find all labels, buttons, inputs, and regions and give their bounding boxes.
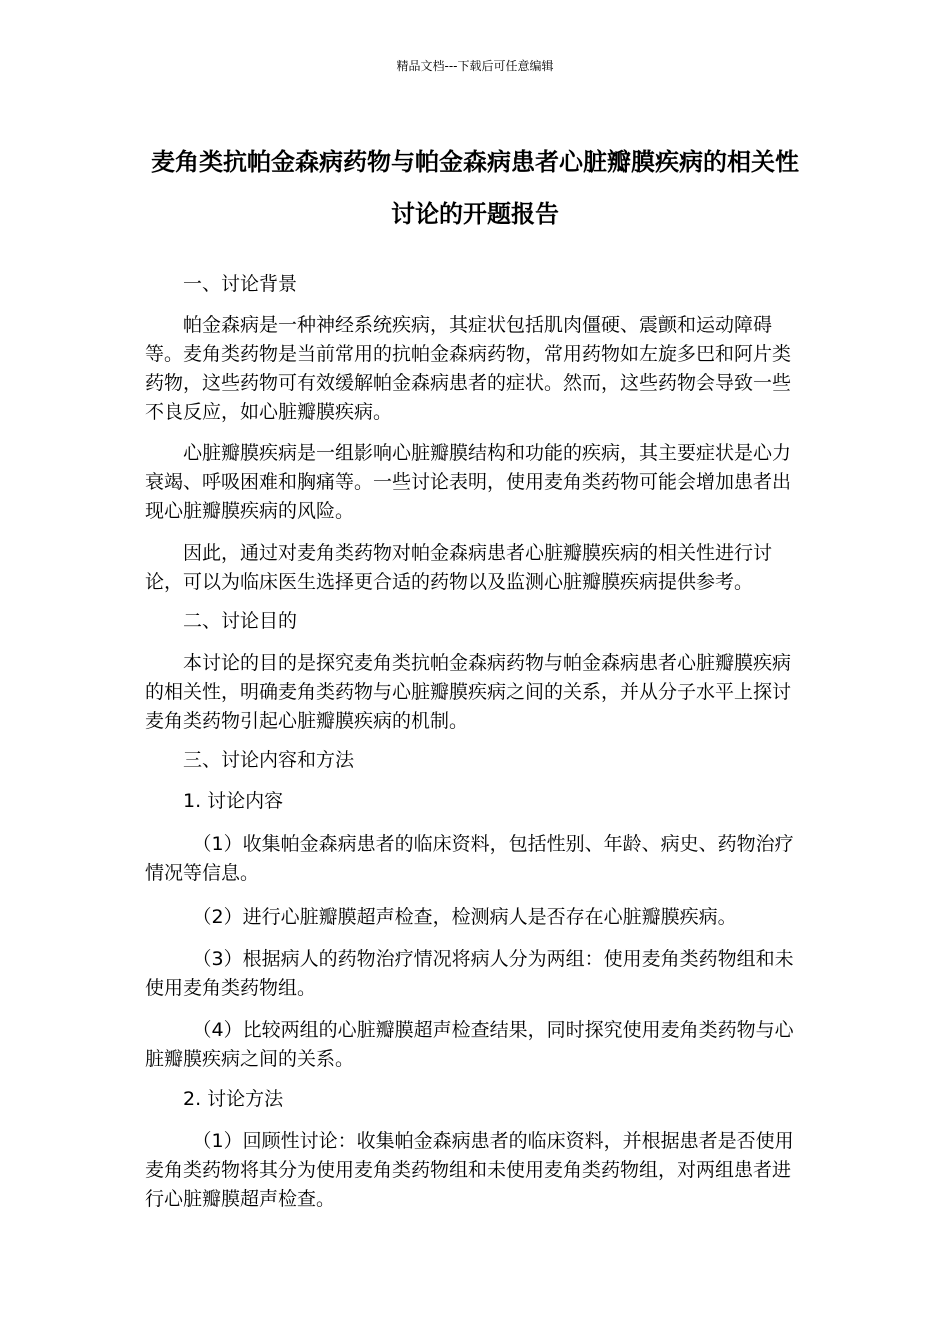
document-title: 麦角类抗帕金森病药物与帕金森病患者心脏瓣膜疾病的相关性讨论的开题报告 xyxy=(151,148,799,228)
section-heading-purpose: 二、讨论目的 xyxy=(183,610,298,632)
paragraph-purpose: 本讨论的目的是探究麦角类抗帕金森病药物与帕金森病患者心脏瓣膜疾病的相关性，明确麦角类药物与心脏瓣膜疾病之间的关系，并从分子水平上探讨麦角类药物引起心脏瓣膜疾病的机制。 xyxy=(145,652,792,732)
subheading-content: 1. 讨论内容 xyxy=(183,790,284,812)
paragraph-therefore: 因此，通过对麦角类药物对帕金森病患者心脏瓣膜疾病的相关性进行讨论，可以为临床医生选择更合适的药物以及监测心脏瓣膜疾病提供参考。 xyxy=(145,542,773,593)
list-item-collect-data: （1）收集帕金森病患者的临床资料，包括性别、年龄、病史、药物治疗情况等信息。 xyxy=(145,833,794,884)
list-item-retrospective: （1）回顾性讨论：收集帕金森病患者的临床资料，并根据患者是否使用麦角类药物将其分为使用麦角类药物组和未使用麦角类药物组，对两组患者进行心脏瓣膜超声检查。 xyxy=(145,1130,794,1210)
list-item-ultrasound: （2）进行心脏瓣膜超声检查，检测病人是否存在心脏瓣膜疾病。 xyxy=(192,906,737,928)
list-item-compare: （4）比较两组的心脏瓣膜超声检查结果，同时探究使用麦角类药物与心脏瓣膜疾病之间的关系。 xyxy=(145,1019,794,1070)
paragraph-valve-disease: 心脏瓣膜疾病是一组影响心脏瓣膜结构和功能的疾病，其主要症状是心力衰竭、呼吸困难和胸痛等。一些讨论表明，使用麦角类药物可能会增加患者出现心脏瓣膜疾病的风险。 xyxy=(145,442,792,522)
paragraph-parkinsons-intro: 帕金森病是一种神经系统疾病，其症状包括肌肉僵硬、震颤和运动障碍等。麦角类药物是当前常用的抗帕金森病药物，常用药物如左旋多巴和阿片类药物，这些药物可有效缓解帕金森病患者的症状。然而，这些药物会导致一些不良反应，如心脏瓣膜疾病。 xyxy=(145,314,792,423)
section-heading-background: 一、讨论背景 xyxy=(183,273,298,295)
document-body xyxy=(145,270,807,1214)
list-item-grouping: （3）根据病人的药物治疗情况将病人分为两组：使用麦角类药物组和未使用麦角类药物组。 xyxy=(145,948,794,999)
section-heading-content-methods: 三、讨论内容和方法 xyxy=(183,749,355,771)
subheading-methods: 2. 讨论方法 xyxy=(183,1088,284,1110)
header-note: 精品文档---下载后可任意编辑 xyxy=(396,59,554,73)
